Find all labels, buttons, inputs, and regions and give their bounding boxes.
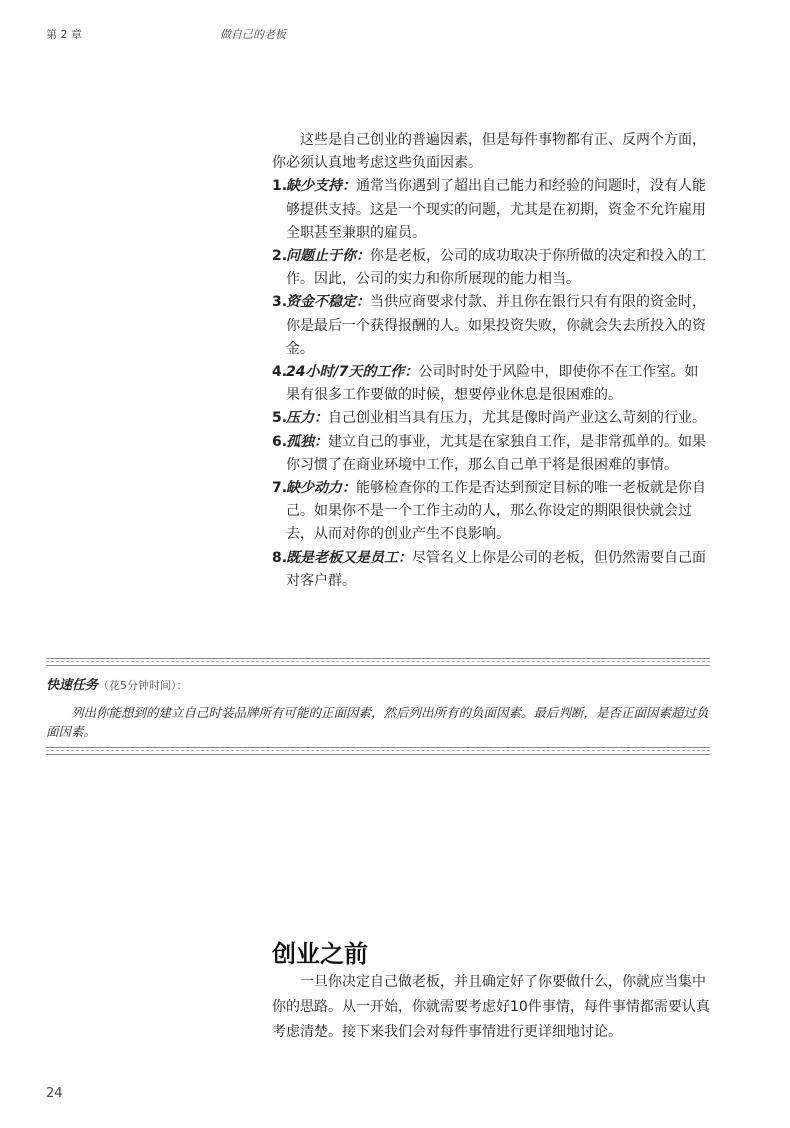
list-item bbox=[272, 245, 712, 291]
task-description: 列出你能想到的建立自己时装品牌所有可能的正面因素，然后列出所有的负面因素。最后判断，是否正面因素超过负面因素。 bbox=[46, 705, 709, 739]
item-text-wrap bbox=[286, 361, 712, 407]
item-body: 通常当你遇到了超出自己能力和经验的问题时，没有人能够提供支持。这是一个现实的问题，尤其是在初期，资金不允许雇用全职甚至兼职的雇员。 bbox=[286, 178, 706, 241]
quick-task-box bbox=[46, 658, 710, 755]
item-text-wrap bbox=[286, 407, 712, 430]
list-item bbox=[272, 291, 712, 361]
item-body: 自己创业相当具有压力，尤其是像时尚产业这么苛刻的行业。 bbox=[328, 410, 706, 427]
intro-paragraph: 这些是自己创业的普遍因素，但是每件事物都有正、反两个方面，你必须认真地考虑这些负面因素。 bbox=[272, 132, 706, 172]
item-text-wrap bbox=[286, 175, 712, 245]
item-text-wrap bbox=[286, 291, 712, 361]
item-number: 5. bbox=[272, 410, 288, 427]
item-body: 建立自己的事业，尤其是在家独自工作，是非常孤单的。如果你习惯了在商业环境中工作，那么自己单干将是很困难的事情。 bbox=[286, 433, 706, 473]
item-body: 能够检查你的工作是否达到预定目标的唯一老板就是你自己。如果你不是一个工作主动的人，那么你设定的期限很快就会过去，从而对你的创业产生不良影响。 bbox=[286, 480, 706, 543]
running-title: 做自己的老板 bbox=[220, 28, 286, 41]
item-number: 7. bbox=[272, 480, 288, 497]
task-heading bbox=[46, 674, 710, 693]
item-title: 问题止于你： bbox=[286, 248, 370, 265]
item-text-wrap bbox=[286, 547, 712, 593]
main-text bbox=[272, 129, 712, 593]
item-number: 4. bbox=[272, 364, 288, 381]
list-item bbox=[272, 547, 712, 593]
list-item bbox=[272, 361, 712, 407]
item-title: 压力： bbox=[286, 410, 328, 427]
list-item bbox=[272, 407, 712, 430]
page-number: 24 bbox=[46, 1086, 63, 1101]
item-title: 24小时/7天的工作： bbox=[286, 364, 419, 381]
item-title: 缺少支持： bbox=[286, 178, 356, 195]
item-title: 资金不稳定： bbox=[286, 294, 370, 311]
item-title: 缺少动力： bbox=[286, 480, 356, 497]
list-item bbox=[272, 477, 712, 547]
item-body: 公司时时处于风险中，即使你不在工作室。如果有很多工作要做的时候，想要停业休息是很困难的。 bbox=[286, 364, 699, 404]
item-text-wrap bbox=[286, 245, 712, 291]
task-label: 快速任务 bbox=[46, 678, 99, 693]
bottom-rule bbox=[46, 747, 710, 755]
task-note: （花5分钟时间）： bbox=[98, 679, 188, 692]
top-rule bbox=[46, 658, 710, 666]
item-number: 8. bbox=[272, 549, 288, 566]
chapter-label: 第 2 章 bbox=[46, 28, 82, 41]
section-body: 一旦你决定自己做老板，并且确定好了你要做什么，你就应当集中你的思路。从一开始，你就需要考虑好10件事情，每件事情都需要认真考虑清楚。接下来我们会对每件事情进行更详细地讨论。 bbox=[272, 974, 710, 1040]
item-number: 1. bbox=[272, 178, 288, 195]
item-body: 尽管名义上你是公司的老板，但仍然需要自己面对客户群。 bbox=[286, 549, 706, 589]
item-text-wrap bbox=[286, 477, 712, 547]
item-text-wrap bbox=[286, 431, 712, 477]
item-number: 2. bbox=[272, 248, 288, 265]
item-title: 既是老板又是员工： bbox=[286, 549, 412, 566]
page-header bbox=[0, 26, 790, 44]
section-title: 创业之前 bbox=[272, 939, 368, 968]
item-body: 当供应商要求付款、并且你在银行只有有限的资金时，你是最后一个获得报酬的人。如果投资失败，你就会失去所投入的资金。 bbox=[286, 294, 706, 357]
list-item bbox=[272, 431, 712, 477]
item-body: 你是老板，公司的成功取决于你所做的决定和投入的工作。因此，公司的实力和你所展现的能力相当。 bbox=[286, 248, 706, 288]
item-number: 6. bbox=[272, 433, 288, 450]
item-title: 孤独： bbox=[286, 433, 328, 450]
item-number: 3. bbox=[272, 294, 288, 311]
list-item bbox=[272, 175, 712, 245]
